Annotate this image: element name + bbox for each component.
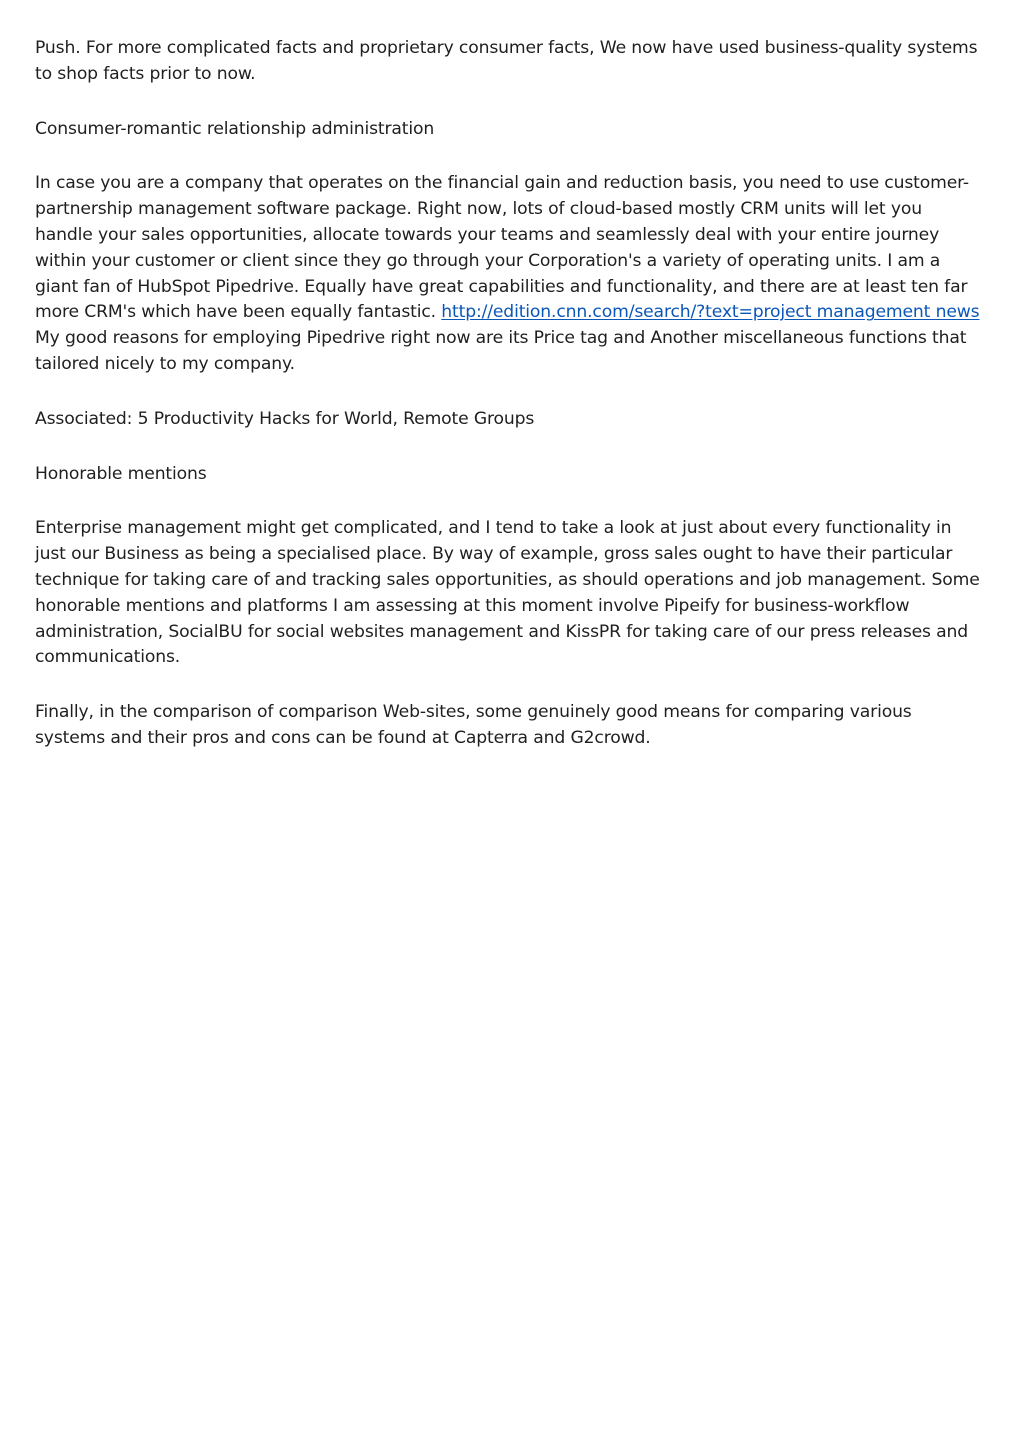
paragraph-crm-text-after-link: My good reasons for employing Pipedrive right now are its Price tag and Another miscellaneous functions that tailored nicely to my company. [35, 328, 967, 374]
associated-article-line: Associated: 5 Productivity Hacks for World, Remote Groups [35, 408, 535, 429]
paragraph-enterprise-management: Enterprise management might get complicated, and I tend to take a look at just about every functionality in just our Business as being a specialised place. By way of example, gross sales ought to have their particular technique for taking care of and tracking sales opportunities, as should operations and job management. Some honorable mentions and platforms I am assessing at this moment involve Pipeify for business-workflow administration, SocialBU for social websites management and KissPR for taking care of our press releases and communications. [35, 518, 980, 668]
paragraph-comparison-sites: Finally, in the comparison of comparison Web-sites, some genuinely good means for comparing various systems and their pros and cons can be found at Capterra and G2crowd. [35, 702, 912, 748]
paragraph-intro: Push. For more complicated facts and proprietary consumer facts, We now have used business-quality systems to shop facts prior to now. [35, 38, 978, 84]
paragraph-crm [35, 171, 984, 377]
cnn-search-link[interactable]: http://edition.cnn.com/search/?text=project management news [441, 302, 980, 323]
section-heading-honorable-mentions: Honorable mentions [35, 463, 207, 484]
paragraph-crm-text-before-link: In case you are a company that operates on the financial gain and reduction basis, you need to use customer-partnership management software package. Right now, lots of cloud-based mostly CRM units will let you handle your sales opportunities, allocate towards your teams and seamlessly deal with your entire journey within your customer or client since they go through your Corporation's a variety of operating units. I am a giant fan of HubSpot Pipedrive. Equally have great capabilities and functionality, and there are at least ten far more CRM's which have been equally fantastic. [35, 173, 969, 323]
section-heading-crm: Consumer-romantic relationship administration [35, 118, 435, 139]
